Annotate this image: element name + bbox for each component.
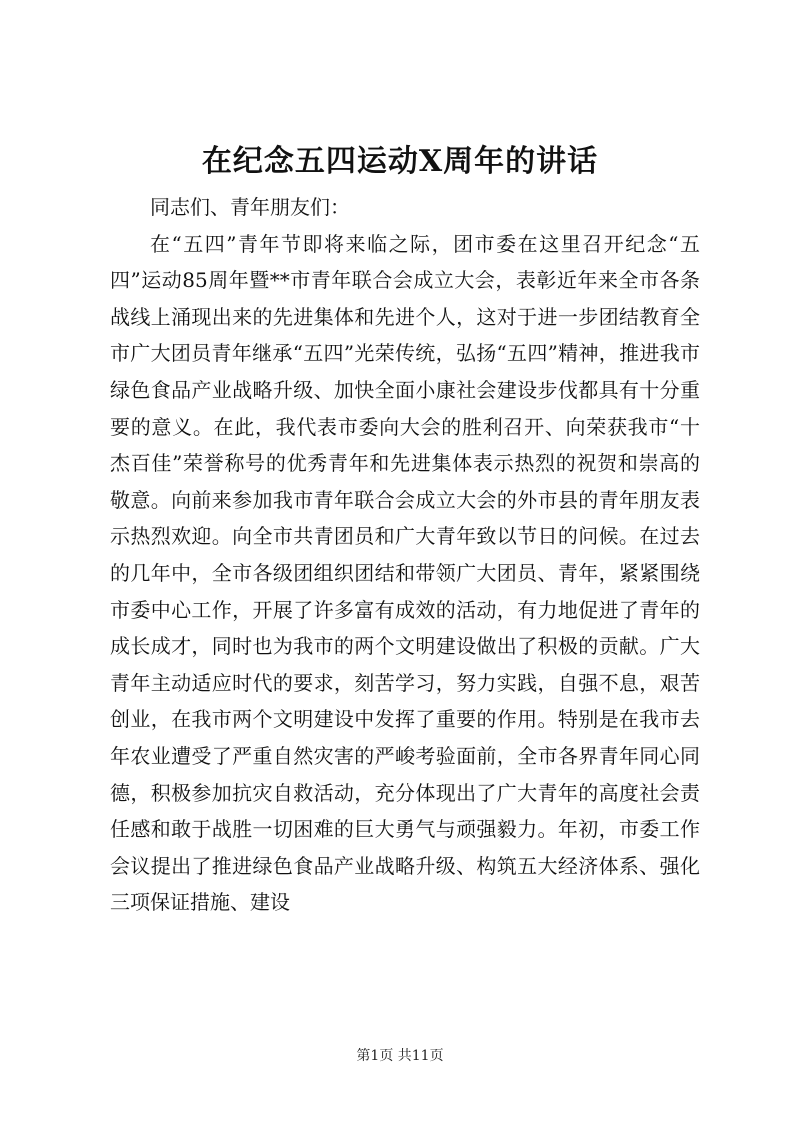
body-paragraph: 在“五四”青年节即将来临之际，团市委在这里召开纪念“五四”运动85周年暨**市青年联合会成立大会，表彰近年来全市各条战线上涌现出来的先进集体和先进个人，这对于进一步团结教育全市广大团员青年继承“五四”光荣传统，弘扬“五四”精神，推进我市绿色食品产业战略升级、加快全面小康社会建设步伐都具有十分重要的意义。在此，我代表市委向大会的胜利召开、向荣获我市“十杰百佳”荣誉称号的优秀青年和先进集体表示热烈的祝贺和崇高的敬意。向前来参加我市青年联合会成立大会的外市县的青年朋友表示热烈欢迎。向全市共青团员和广大青年致以节日的问候。在过去的几年中，全市各级团组织团结和带领广大团员、青年，紧紧围绕市委中心工作，开展了许多富有成效的活动，有力地促进了青年的成长成才，同时也为我市的两个文明建设做出了积极的贡献。广大青年主动适应时代的要求，刻苦学习，努力实践，自强不息，艰苦创业，在我市两个文明建设中发挥了重要的作用。特别是在我市去年农业遭受了严重自然灾害的严峻考验面前，全市各界青年同心同德，积极参加抗灾自救活动，充分体现出了广大青年的高度社会责任感和敢于战胜一切困难的巨大勇气与顽强毅力。年初，市委工作会议提出了推进绿色食品产业战略升级、构筑五大经济体系、强化三项保证措施、建设 bbox=[110, 231, 700, 915]
greeting-line: 同志们、青年朋友们： bbox=[150, 195, 350, 219]
page-number-footer: 第1页 共11页 bbox=[356, 1048, 444, 1064]
document-title: 在纪念五四运动X周年的讲话 bbox=[201, 144, 599, 179]
document-body bbox=[110, 189, 700, 921]
